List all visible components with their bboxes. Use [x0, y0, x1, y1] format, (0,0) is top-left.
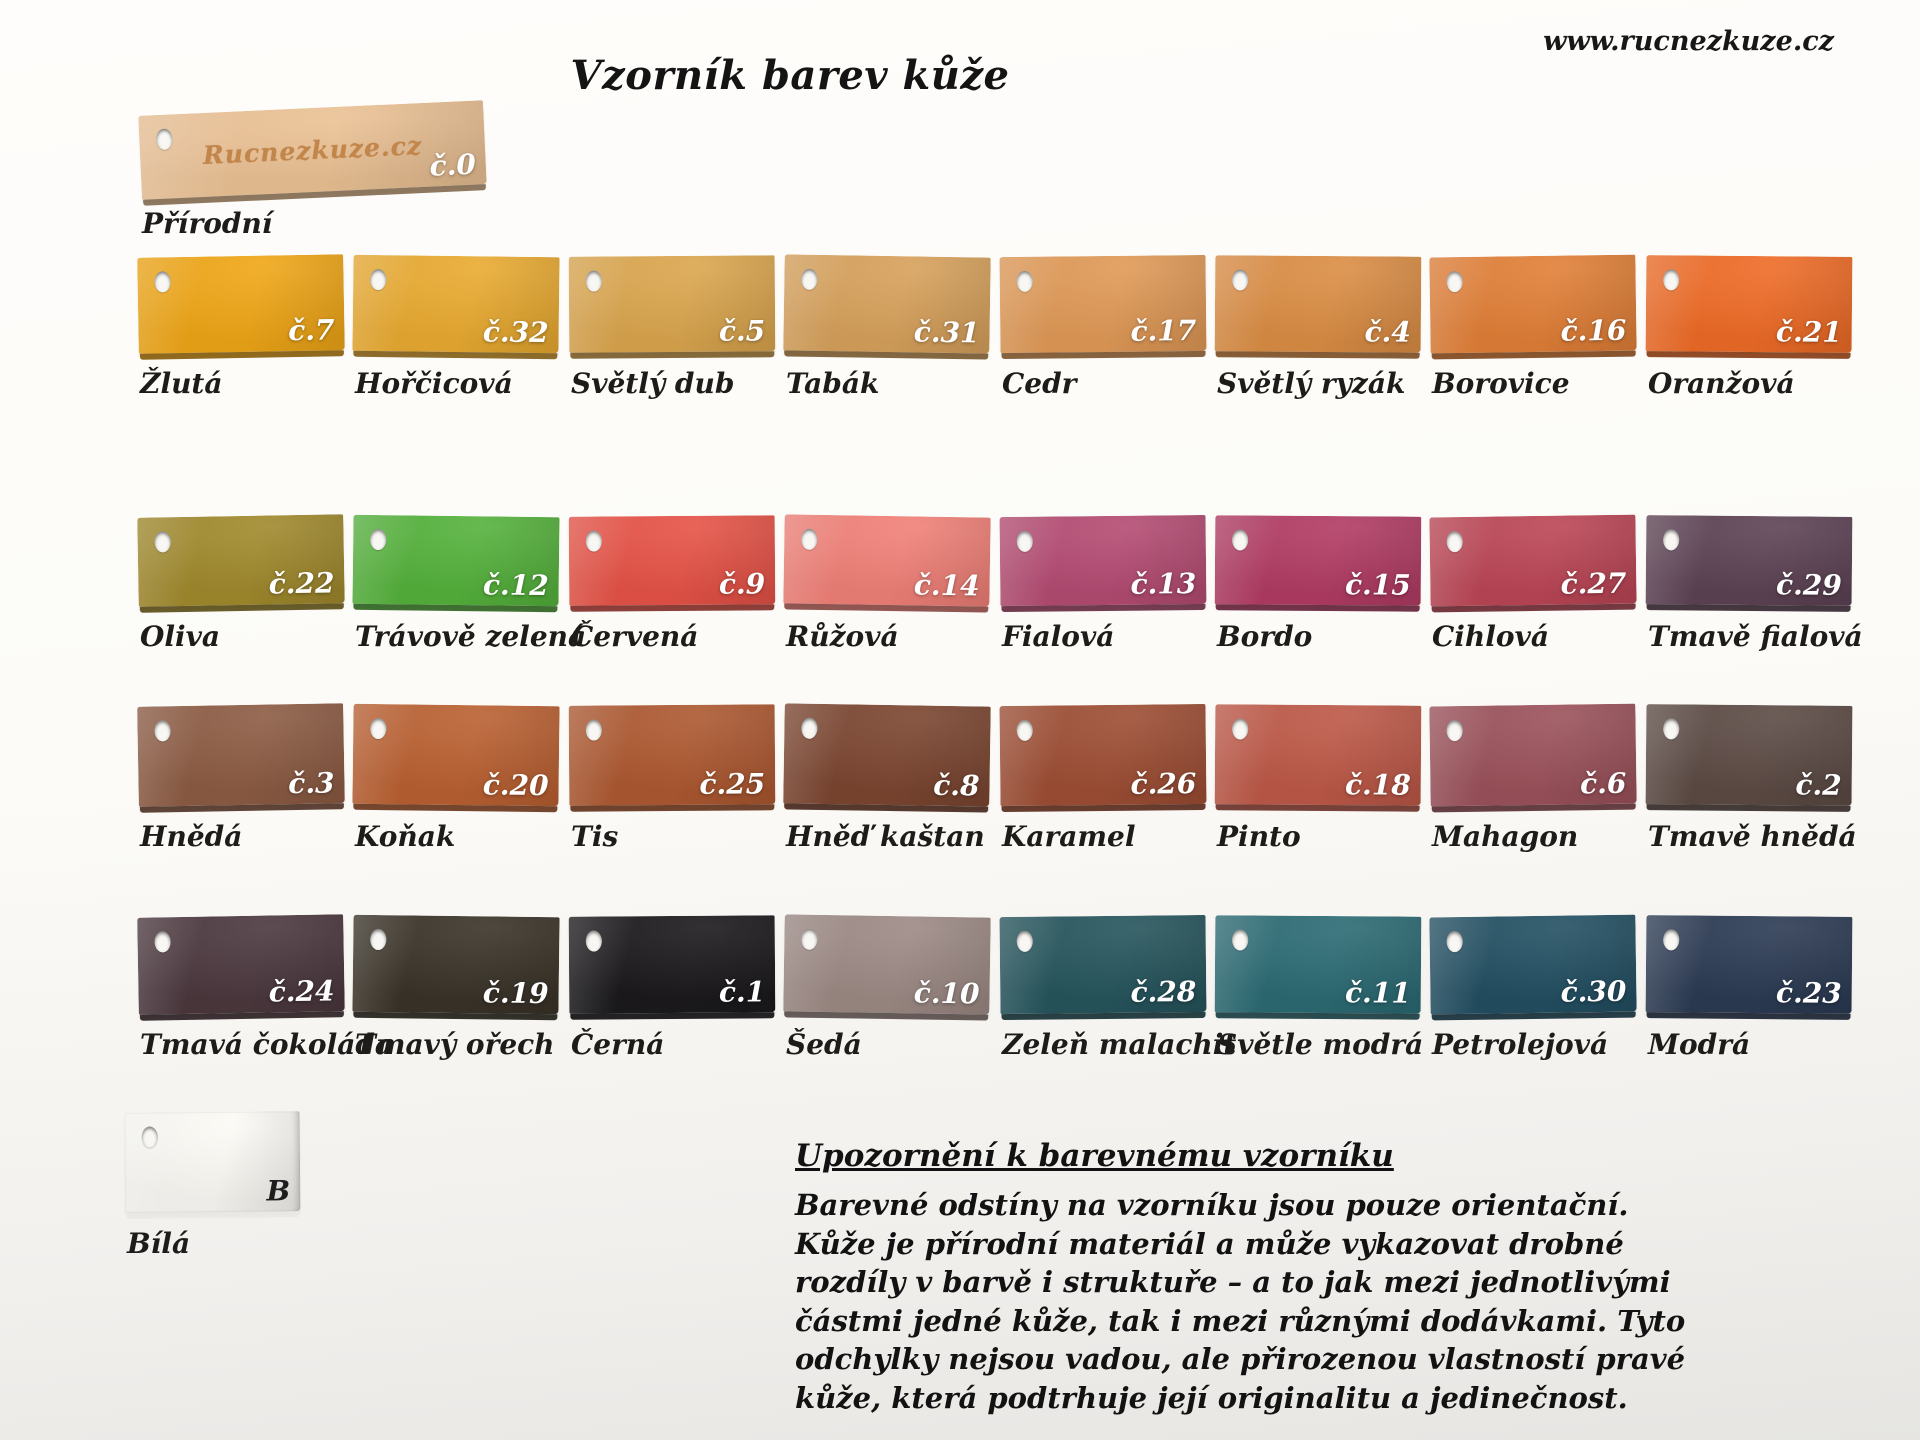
swatch-number: č.4 [1364, 315, 1411, 349]
punch-hole-icon [370, 529, 386, 550]
swatch-label: Přírodní [142, 207, 273, 240]
swatch-number: č.2 [1795, 768, 1842, 802]
leather-swatch [1646, 515, 1853, 606]
swatch-row [0, 516, 1920, 653]
swatch-label: Hněď kaštan [786, 820, 985, 853]
swatch-number: č.17 [1130, 314, 1197, 348]
punch-hole-icon [1017, 271, 1033, 292]
leather-swatch [352, 515, 559, 607]
notice-block [795, 1138, 1686, 1417]
punch-hole-icon [142, 1126, 158, 1147]
leather-swatch [783, 703, 991, 806]
swatch-number: č.18 [1344, 768, 1411, 802]
swatch-cell [1215, 705, 1421, 853]
swatch-cell [138, 705, 344, 853]
swatch-label: Petrolejová [1432, 1028, 1609, 1061]
leather-swatch [1646, 915, 1853, 1014]
swatch-number: č.25 [699, 767, 766, 801]
swatch-label: Černá [571, 1028, 665, 1061]
swatch-number: č.32 [482, 315, 549, 350]
leather-swatch [1000, 515, 1207, 606]
notice-line: rozdíly v barvě i struktuře – a to jak mezi jednotlivými [795, 1265, 1671, 1299]
notice-line: částmi jedné kůže, tak i mezi různými dodávkami. Tyto [795, 1303, 1686, 1338]
swatch-number: č.13 [1130, 567, 1197, 601]
notice-line: Kůže je přírodní materiál a může vykazovat drobné [795, 1226, 1624, 1261]
swatch-number: B [266, 1174, 291, 1208]
brand-stamp: Rucnezkuze.cz [202, 131, 423, 170]
leather-swatch [137, 254, 345, 354]
leather-swatch [1215, 515, 1422, 605]
swatch-label: Mahagon [1432, 820, 1579, 853]
leather-swatch [783, 914, 990, 1014]
swatch-cell [569, 516, 775, 653]
leather-swatch [352, 915, 559, 1015]
swatch-cell [1430, 516, 1636, 653]
swatch-number: č.1 [718, 975, 766, 1009]
punch-hole-icon [1447, 720, 1463, 741]
natural-swatch-cell [140, 108, 485, 240]
notice-line: kůže, která podtrhuje její originalitu a jedinečnost. [795, 1380, 1628, 1415]
swatch-number: č.11 [1344, 976, 1411, 1010]
swatch-label: Šedá [786, 1028, 862, 1061]
swatch-label: Zeleň malachit [1002, 1028, 1237, 1061]
notice-body [795, 1186, 1686, 1417]
punch-hole-icon [1447, 931, 1463, 952]
swatch-number: č.0 [428, 147, 477, 183]
swatch-number: č.10 [913, 976, 980, 1011]
page-title: Vzorník barev kůže [570, 52, 1010, 99]
swatch-label: Trávově zelená [355, 620, 587, 653]
swatch-cell [353, 705, 559, 853]
swatch-cell [569, 705, 775, 853]
swatch-label: Tmavě hnědá [1648, 820, 1857, 853]
swatch-label: Světlý ryzák [1217, 367, 1406, 400]
leather-swatch [1000, 255, 1207, 353]
notice-line: odchylky nejsou vadou, ale přirozenou vlastností pravé [795, 1342, 1686, 1376]
swatch-cell [138, 516, 344, 653]
leather-swatch [1215, 915, 1422, 1013]
swatch-label: Červená [571, 620, 699, 653]
swatch-number: č.8 [932, 768, 980, 803]
punch-hole-icon [1447, 271, 1463, 292]
swatch-label: Tabák [786, 367, 880, 400]
swatch-label: Tmavě fialová [1648, 620, 1863, 653]
swatch-number: č.30 [1560, 974, 1627, 1009]
swatch-number: č.21 [1775, 315, 1842, 349]
swatch-label: Oliva [140, 620, 221, 653]
punch-hole-icon [1663, 929, 1679, 950]
swatch-number: č.3 [287, 766, 335, 801]
swatch-label: Hnědá [140, 820, 243, 853]
swatch-row [0, 705, 1920, 853]
swatch-number: č.19 [482, 976, 549, 1011]
website-url: www.rucnezkuze.cz [1543, 26, 1834, 57]
swatch-cell [784, 916, 990, 1061]
swatch-cell [1000, 705, 1206, 853]
punch-hole-icon [1232, 529, 1248, 550]
swatch-number: č.5 [718, 314, 766, 348]
leather-swatch [999, 915, 1206, 1014]
punch-hole-icon [801, 529, 817, 550]
leather-swatch-natural [138, 100, 486, 200]
leather-swatch [569, 704, 776, 805]
swatch-label: Bordo [1217, 620, 1313, 653]
punch-hole-icon [586, 719, 602, 740]
punch-hole-icon [801, 269, 817, 290]
leather-swatch [352, 255, 559, 354]
swatch-cell [569, 916, 775, 1061]
swatch-number: č.27 [1560, 566, 1627, 601]
swatch-cell [353, 916, 559, 1061]
swatch-cell [138, 916, 394, 1061]
swatch-number: č.14 [913, 568, 980, 603]
leather-swatch [1646, 704, 1853, 806]
leather-swatch [1215, 255, 1422, 352]
leather-swatch [569, 255, 776, 352]
punch-hole-icon [586, 930, 602, 951]
notice-line: Barevné odstíny na vzorníku jsou pouze orientační. [795, 1188, 1629, 1222]
swatch-cell [1430, 705, 1636, 853]
swatch-cell [784, 705, 990, 853]
leather-swatch [999, 704, 1206, 806]
leather-swatch [137, 514, 345, 607]
swatch-label: Světle modrá [1217, 1028, 1424, 1061]
punch-hole-icon [370, 929, 386, 950]
leather-swatch [1429, 255, 1636, 354]
swatch-cell [1000, 256, 1206, 400]
swatch-label: Růžová [786, 620, 899, 653]
leather-swatch [569, 515, 776, 605]
swatch-label: Koňak [355, 820, 456, 853]
swatch-label: Modrá [1648, 1028, 1751, 1061]
leather-swatch [569, 915, 776, 1013]
punch-hole-icon [1232, 269, 1248, 290]
swatch-number: č.29 [1775, 568, 1842, 602]
swatch-cell [353, 516, 587, 653]
swatch-number: č.7 [287, 313, 335, 348]
swatch-cell [1000, 516, 1206, 653]
punch-hole-icon [1663, 529, 1679, 550]
swatch-label: Fialová [1002, 620, 1115, 653]
punch-hole-icon [1447, 531, 1463, 552]
leather-swatch [783, 514, 990, 606]
leather-swatch [1429, 915, 1636, 1015]
swatch-label: Cedr [1002, 367, 1077, 400]
leather-swatch-white [125, 1111, 301, 1213]
leather-swatch [1429, 704, 1636, 807]
swatch-row [0, 256, 1920, 400]
swatch-label: Borovice [1432, 367, 1570, 400]
swatch-number: č.9 [718, 567, 766, 601]
punch-hole-icon [801, 929, 817, 950]
leather-swatch [137, 703, 345, 807]
swatch-cell [1430, 256, 1636, 400]
punch-hole-icon [1017, 931, 1033, 952]
swatch-label: Tmavá čokoláda [140, 1028, 394, 1061]
punch-hole-icon [154, 271, 170, 292]
swatch-cell [1000, 916, 1237, 1061]
swatch-label: Tmavý ořech [355, 1028, 555, 1061]
swatch-label: Cihlová [1432, 620, 1550, 653]
swatch-cell [1646, 705, 1857, 853]
leather-swatch [1429, 515, 1636, 607]
punch-hole-icon [586, 530, 602, 551]
leather-swatch [1646, 255, 1853, 353]
punch-hole-icon [1663, 718, 1679, 739]
swatch-cell [1215, 516, 1421, 653]
swatch-label: Karamel [1002, 820, 1136, 853]
swatch-number: č.15 [1344, 568, 1411, 602]
punch-hole-icon [154, 720, 170, 741]
swatch-number: č.6 [1579, 766, 1627, 801]
punch-hole-icon [1017, 720, 1033, 741]
punch-hole-icon [1017, 531, 1033, 552]
swatch-number: č.24 [268, 974, 335, 1009]
punch-hole-icon [1663, 269, 1679, 290]
swatch-row [0, 916, 1920, 1061]
punch-hole-icon [586, 270, 602, 291]
swatch-label: Tis [571, 820, 619, 853]
punch-hole-icon [154, 931, 170, 952]
swatch-label: Hořčicová [355, 367, 513, 400]
swatch-cell [1215, 916, 1424, 1061]
leather-swatch [783, 254, 990, 353]
swatch-label: Bílá [127, 1227, 191, 1260]
leather-swatch [352, 704, 559, 807]
swatch-cell [784, 516, 990, 653]
swatch-number: č.28 [1130, 975, 1197, 1009]
swatch-number: č.16 [1560, 313, 1627, 348]
swatch-cell [353, 256, 559, 400]
notice-heading: Upozornění k barevnému vzorníku [795, 1138, 1394, 1174]
swatch-cell [784, 256, 990, 400]
leather-swatch [1215, 704, 1422, 805]
swatch-label: Pinto [1217, 820, 1301, 853]
punch-hole-icon [154, 531, 170, 552]
swatch-cell [569, 256, 775, 400]
swatch-cell [138, 256, 344, 400]
punch-hole-icon [1232, 718, 1248, 739]
swatch-label: Oranžová [1648, 367, 1795, 400]
punch-hole-icon [1232, 929, 1248, 950]
swatch-number: č.31 [913, 315, 980, 350]
swatch-number: č.12 [482, 568, 549, 603]
swatch-cell [1430, 916, 1636, 1061]
swatch-number: č.20 [482, 768, 549, 803]
leather-swatch [137, 914, 345, 1015]
swatch-label: Světlý dub [571, 367, 735, 400]
swatch-cell [1646, 916, 1852, 1061]
swatch-cell [1646, 256, 1852, 400]
punch-hole-icon [370, 718, 386, 739]
swatch-label: Žlutá [140, 367, 223, 400]
punch-hole-icon [801, 718, 817, 739]
swatch-number: č.26 [1130, 767, 1197, 801]
white-swatch-cell [125, 1112, 300, 1260]
swatch-cell [1215, 256, 1421, 400]
punch-hole-icon [370, 269, 386, 290]
swatch-number: č.22 [268, 566, 335, 601]
swatch-cell [1646, 516, 1863, 653]
swatch-number: č.23 [1775, 976, 1842, 1010]
